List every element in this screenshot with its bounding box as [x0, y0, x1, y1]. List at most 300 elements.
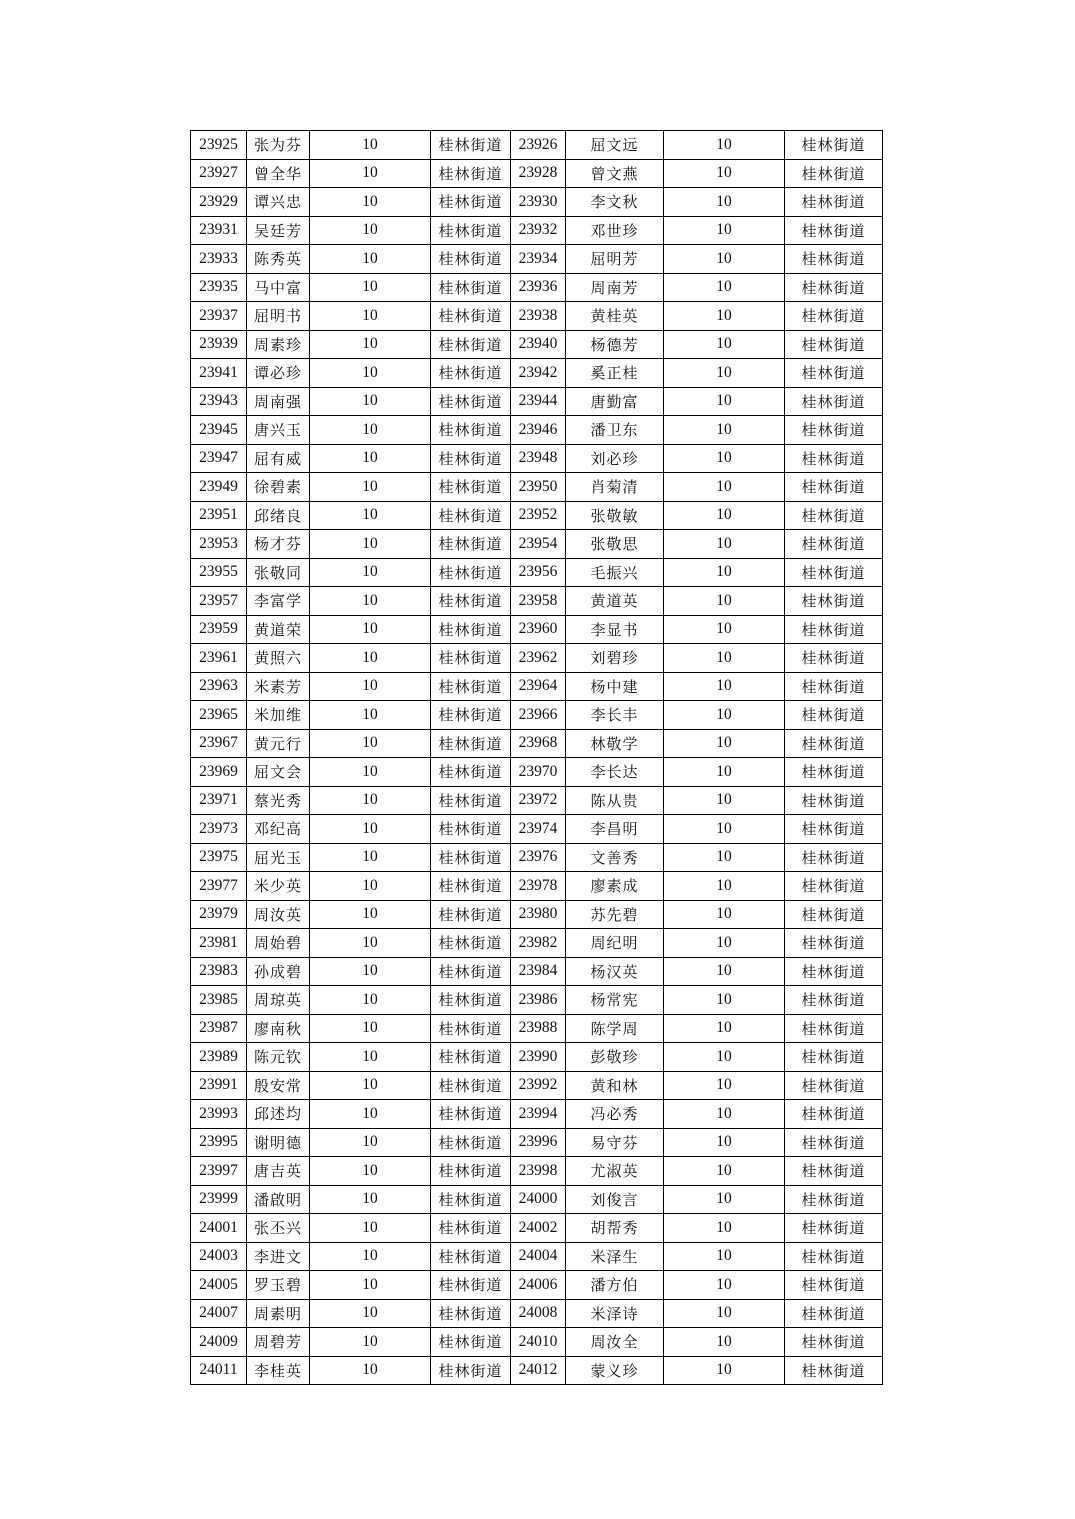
district-cell: 桂林街道: [431, 302, 511, 331]
district-cell: 桂林街道: [431, 986, 511, 1015]
amount-cell: 10: [310, 1071, 431, 1100]
record-id-cell: 24011: [191, 1356, 247, 1385]
name-cell: 潘方伯: [566, 1271, 664, 1300]
name-cell: 唐吉英: [247, 1157, 310, 1186]
name-cell: 黄元行: [247, 729, 310, 758]
amount-cell: 10: [664, 1356, 785, 1385]
amount-cell: 10: [310, 416, 431, 445]
record-id-cell: 23951: [191, 501, 247, 530]
name-cell: 李昌明: [566, 815, 664, 844]
amount-cell: 10: [310, 1328, 431, 1357]
table-row: [191, 786, 883, 815]
amount-cell: 10: [310, 587, 431, 616]
record-id-cell: 23946: [511, 416, 566, 445]
name-cell: 肖菊清: [566, 473, 664, 502]
table-row: [191, 587, 883, 616]
table-row: [191, 672, 883, 701]
district-cell: 桂林街道: [431, 1356, 511, 1385]
district-cell: 桂林街道: [431, 758, 511, 787]
record-id-cell: 23991: [191, 1071, 247, 1100]
name-cell: 黄和林: [566, 1071, 664, 1100]
record-id-cell: 23994: [511, 1100, 566, 1129]
amount-cell: 10: [310, 1214, 431, 1243]
district-cell: 桂林街道: [431, 1271, 511, 1300]
record-id-cell: 23969: [191, 758, 247, 787]
amount-cell: 10: [664, 444, 785, 473]
district-cell: 桂林街道: [785, 1299, 883, 1328]
district-cell: 桂林街道: [785, 473, 883, 502]
record-id-cell: 24005: [191, 1271, 247, 1300]
name-cell: 米素芳: [247, 672, 310, 701]
name-cell: 潘卫东: [566, 416, 664, 445]
record-id-cell: 23930: [511, 188, 566, 217]
amount-cell: 10: [310, 444, 431, 473]
amount-cell: 10: [310, 473, 431, 502]
amount-cell: 10: [310, 1271, 431, 1300]
table-row: [191, 929, 883, 958]
name-cell: 黄桂英: [566, 302, 664, 331]
amount-cell: 10: [664, 188, 785, 217]
amount-cell: 10: [664, 1071, 785, 1100]
record-id-cell: 23974: [511, 815, 566, 844]
district-cell: 桂林街道: [431, 245, 511, 274]
record-id-cell: 23941: [191, 359, 247, 388]
amount-cell: 10: [664, 1271, 785, 1300]
name-cell: 李长丰: [566, 701, 664, 730]
name-cell: 李富学: [247, 587, 310, 616]
record-id-cell: 24007: [191, 1299, 247, 1328]
table-row: [191, 530, 883, 559]
table-row: [191, 1356, 883, 1385]
name-cell: 屈文会: [247, 758, 310, 787]
name-cell: 吴廷芳: [247, 216, 310, 245]
record-id-cell: 23988: [511, 1014, 566, 1043]
district-cell: 桂林街道: [431, 957, 511, 986]
name-cell: 孙成碧: [247, 957, 310, 986]
name-cell: 张敬同: [247, 558, 310, 587]
name-cell: 米泽诗: [566, 1299, 664, 1328]
name-cell: 陈学周: [566, 1014, 664, 1043]
district-cell: 桂林街道: [785, 530, 883, 559]
amount-cell: 10: [664, 701, 785, 730]
district-cell: 桂林街道: [785, 1157, 883, 1186]
table-row: [191, 473, 883, 502]
record-id-cell: 23932: [511, 216, 566, 245]
record-id-cell: 23953: [191, 530, 247, 559]
name-cell: 杨德芳: [566, 330, 664, 359]
amount-cell: 10: [310, 1100, 431, 1129]
name-cell: 邓世珍: [566, 216, 664, 245]
record-id-cell: 24000: [511, 1185, 566, 1214]
record-id-cell: 23987: [191, 1014, 247, 1043]
record-id-cell: 23986: [511, 986, 566, 1015]
name-cell: 陈秀英: [247, 245, 310, 274]
name-cell: 殷安常: [247, 1071, 310, 1100]
district-cell: 桂林街道: [785, 1185, 883, 1214]
record-id-cell: 23990: [511, 1043, 566, 1072]
district-cell: 桂林街道: [785, 188, 883, 217]
amount-cell: 10: [310, 302, 431, 331]
table-row: [191, 302, 883, 331]
amount-cell: 10: [664, 929, 785, 958]
district-cell: 桂林街道: [785, 729, 883, 758]
name-cell: 胡帮秀: [566, 1214, 664, 1243]
record-id-cell: 23968: [511, 729, 566, 758]
district-cell: 桂林街道: [785, 1043, 883, 1072]
amount-cell: 10: [310, 188, 431, 217]
record-id-cell: 23960: [511, 615, 566, 644]
district-cell: 桂林街道: [431, 1299, 511, 1328]
name-cell: 邓纪高: [247, 815, 310, 844]
name-cell: 周素珍: [247, 330, 310, 359]
district-cell: 桂林街道: [431, 330, 511, 359]
amount-cell: 10: [664, 843, 785, 872]
name-cell: 彭敬珍: [566, 1043, 664, 1072]
name-cell: 周南强: [247, 387, 310, 416]
name-cell: 李进文: [247, 1242, 310, 1271]
table-row: [191, 615, 883, 644]
amount-cell: 10: [310, 843, 431, 872]
record-id-cell: 23977: [191, 872, 247, 901]
amount-cell: 10: [664, 1128, 785, 1157]
district-cell: 桂林街道: [431, 1157, 511, 1186]
amount-cell: 10: [310, 929, 431, 958]
record-id-cell: 23980: [511, 900, 566, 929]
amount-cell: 10: [664, 1043, 785, 1072]
amount-cell: 10: [664, 615, 785, 644]
record-id-cell: 23999: [191, 1185, 247, 1214]
record-id-cell: 23956: [511, 558, 566, 587]
amount-cell: 10: [310, 1185, 431, 1214]
district-cell: 桂林街道: [785, 615, 883, 644]
record-id-cell: 23958: [511, 587, 566, 616]
district-cell: 桂林街道: [785, 159, 883, 188]
table-row: [191, 900, 883, 929]
district-cell: 桂林街道: [785, 273, 883, 302]
amount-cell: 10: [310, 273, 431, 302]
record-id-cell: 23997: [191, 1157, 247, 1186]
name-cell: 屈文远: [566, 131, 664, 160]
district-cell: 桂林街道: [431, 387, 511, 416]
amount-cell: 10: [664, 131, 785, 160]
amount-cell: 10: [310, 501, 431, 530]
record-id-cell: 24001: [191, 1214, 247, 1243]
name-cell: 米加维: [247, 701, 310, 730]
amount-cell: 10: [310, 530, 431, 559]
table-row: [191, 1157, 883, 1186]
table-row: [191, 843, 883, 872]
amount-cell: 10: [310, 1128, 431, 1157]
table-body: [191, 131, 883, 1385]
amount-cell: 10: [310, 1356, 431, 1385]
table-row: [191, 330, 883, 359]
name-cell: 周琼英: [247, 986, 310, 1015]
record-id-cell: 23927: [191, 159, 247, 188]
record-id-cell: 23933: [191, 245, 247, 274]
record-id-cell: 23944: [511, 387, 566, 416]
record-id-cell: 23948: [511, 444, 566, 473]
record-id-cell: 24009: [191, 1328, 247, 1357]
amount-cell: 10: [664, 245, 785, 274]
amount-cell: 10: [310, 359, 431, 388]
district-cell: 桂林街道: [785, 245, 883, 274]
record-id-cell: 23998: [511, 1157, 566, 1186]
table-row: [191, 558, 883, 587]
name-cell: 邱绪良: [247, 501, 310, 530]
amount-cell: 10: [664, 159, 785, 188]
district-cell: 桂林街道: [431, 1185, 511, 1214]
amount-cell: 10: [310, 615, 431, 644]
district-cell: 桂林街道: [785, 302, 883, 331]
table-row: [191, 188, 883, 217]
district-cell: 桂林街道: [785, 1100, 883, 1129]
amount-cell: 10: [664, 1157, 785, 1186]
amount-cell: 10: [664, 900, 785, 929]
name-cell: 马中富: [247, 273, 310, 302]
table-row: [191, 1271, 883, 1300]
name-cell: 陈从贵: [566, 786, 664, 815]
district-cell: 桂林街道: [431, 1014, 511, 1043]
name-cell: 李文秋: [566, 188, 664, 217]
district-cell: 桂林街道: [431, 558, 511, 587]
amount-cell: 10: [664, 416, 785, 445]
record-id-cell: 23984: [511, 957, 566, 986]
amount-cell: 10: [664, 330, 785, 359]
amount-cell: 10: [310, 957, 431, 986]
record-id-cell: 23996: [511, 1128, 566, 1157]
district-cell: 桂林街道: [431, 1128, 511, 1157]
district-cell: 桂林街道: [785, 786, 883, 815]
record-id-cell: 23967: [191, 729, 247, 758]
record-id-cell: 23954: [511, 530, 566, 559]
district-cell: 桂林街道: [431, 416, 511, 445]
amount-cell: 10: [664, 957, 785, 986]
record-id-cell: 23976: [511, 843, 566, 872]
district-cell: 桂林街道: [431, 530, 511, 559]
name-cell: 黄照六: [247, 644, 310, 673]
name-cell: 周汝全: [566, 1328, 664, 1357]
table-row: [191, 416, 883, 445]
record-id-cell: 23985: [191, 986, 247, 1015]
record-id-cell: 23963: [191, 672, 247, 701]
record-id-cell: 23959: [191, 615, 247, 644]
district-cell: 桂林街道: [785, 758, 883, 787]
amount-cell: 10: [664, 302, 785, 331]
district-cell: 桂林街道: [431, 1214, 511, 1243]
district-cell: 桂林街道: [431, 1328, 511, 1357]
amount-cell: 10: [664, 672, 785, 701]
record-id-cell: 23989: [191, 1043, 247, 1072]
table-row: [191, 245, 883, 274]
record-id-cell: 23992: [511, 1071, 566, 1100]
name-cell: 屈光玉: [247, 843, 310, 872]
district-cell: 桂林街道: [785, 587, 883, 616]
record-id-cell: 23949: [191, 473, 247, 502]
district-cell: 桂林街道: [431, 159, 511, 188]
amount-cell: 10: [310, 1043, 431, 1072]
amount-cell: 10: [664, 644, 785, 673]
name-cell: 易守芬: [566, 1128, 664, 1157]
name-cell: 蒙义珍: [566, 1356, 664, 1385]
amount-cell: 10: [310, 872, 431, 901]
amount-cell: 10: [664, 473, 785, 502]
name-cell: 冯必秀: [566, 1100, 664, 1129]
record-id-cell: 23961: [191, 644, 247, 673]
district-cell: 桂林街道: [785, 1328, 883, 1357]
amount-cell: 10: [310, 558, 431, 587]
record-id-cell: 24004: [511, 1242, 566, 1271]
district-cell: 桂林街道: [431, 843, 511, 872]
amount-cell: 10: [310, 1299, 431, 1328]
amount-cell: 10: [310, 1014, 431, 1043]
amount-cell: 10: [664, 273, 785, 302]
table-row: [191, 1214, 883, 1243]
district-cell: 桂林街道: [785, 416, 883, 445]
amount-cell: 10: [664, 501, 785, 530]
name-cell: 李长达: [566, 758, 664, 787]
record-id-cell: 23975: [191, 843, 247, 872]
district-cell: 桂林街道: [785, 501, 883, 530]
district-cell: 桂林街道: [431, 872, 511, 901]
table-row: [191, 957, 883, 986]
district-cell: 桂林街道: [431, 1043, 511, 1072]
name-cell: 潘啟明: [247, 1185, 310, 1214]
district-cell: 桂林街道: [785, 843, 883, 872]
name-cell: 杨才芬: [247, 530, 310, 559]
amount-cell: 10: [664, 387, 785, 416]
amount-cell: 10: [310, 1157, 431, 1186]
record-id-cell: 23928: [511, 159, 566, 188]
name-cell: 廖南秋: [247, 1014, 310, 1043]
district-cell: 桂林街道: [431, 359, 511, 388]
record-id-cell: 23943: [191, 387, 247, 416]
district-cell: 桂林街道: [431, 473, 511, 502]
amount-cell: 10: [310, 701, 431, 730]
name-cell: 邱述均: [247, 1100, 310, 1129]
table-row: [191, 758, 883, 787]
district-cell: 桂林街道: [785, 131, 883, 160]
district-cell: 桂林街道: [431, 273, 511, 302]
district-cell: 桂林街道: [785, 672, 883, 701]
name-cell: 苏先碧: [566, 900, 664, 929]
record-id-cell: 23957: [191, 587, 247, 616]
district-cell: 桂林街道: [785, 872, 883, 901]
amount-cell: 10: [664, 359, 785, 388]
amount-cell: 10: [310, 131, 431, 160]
amount-cell: 10: [664, 786, 785, 815]
record-id-cell: 24008: [511, 1299, 566, 1328]
district-cell: 桂林街道: [785, 444, 883, 473]
record-id-cell: 23981: [191, 929, 247, 958]
district-cell: 桂林街道: [785, 387, 883, 416]
name-cell: 刘俊言: [566, 1185, 664, 1214]
name-cell: 黄道英: [566, 587, 664, 616]
district-cell: 桂林街道: [785, 815, 883, 844]
name-cell: 张为芬: [247, 131, 310, 160]
name-cell: 谢明德: [247, 1128, 310, 1157]
name-cell: 曾全华: [247, 159, 310, 188]
district-cell: 桂林街道: [431, 900, 511, 929]
table-row: [191, 131, 883, 160]
amount-cell: 10: [664, 872, 785, 901]
district-cell: 桂林街道: [431, 444, 511, 473]
table-row: [191, 1128, 883, 1157]
amount-cell: 10: [310, 216, 431, 245]
name-cell: 刘必珍: [566, 444, 664, 473]
district-cell: 桂林街道: [785, 1242, 883, 1271]
amount-cell: 10: [310, 900, 431, 929]
table-row: [191, 273, 883, 302]
amount-cell: 10: [664, 558, 785, 587]
record-id-cell: 23925: [191, 131, 247, 160]
district-cell: 桂林街道: [431, 501, 511, 530]
amount-cell: 10: [310, 1242, 431, 1271]
name-cell: 周纪明: [566, 929, 664, 958]
district-cell: 桂林街道: [785, 957, 883, 986]
amount-cell: 10: [664, 1328, 785, 1357]
district-cell: 桂林街道: [785, 986, 883, 1015]
name-cell: 谭兴忠: [247, 188, 310, 217]
district-cell: 桂林街道: [431, 1071, 511, 1100]
name-cell: 屈有威: [247, 444, 310, 473]
name-cell: 周南芳: [566, 273, 664, 302]
name-cell: 刘碧珍: [566, 644, 664, 673]
amount-cell: 10: [664, 1100, 785, 1129]
record-id-cell: 23973: [191, 815, 247, 844]
record-id-cell: 23935: [191, 273, 247, 302]
record-id-cell: 23964: [511, 672, 566, 701]
name-cell: 蔡光秀: [247, 786, 310, 815]
district-cell: 桂林街道: [785, 701, 883, 730]
amount-cell: 10: [664, 729, 785, 758]
name-cell: 杨汉英: [566, 957, 664, 986]
record-id-cell: 23950: [511, 473, 566, 502]
record-id-cell: 23983: [191, 957, 247, 986]
record-id-cell: 24010: [511, 1328, 566, 1357]
name-cell: 谭必珍: [247, 359, 310, 388]
amount-cell: 10: [310, 245, 431, 274]
amount-cell: 10: [664, 587, 785, 616]
district-cell: 桂林街道: [785, 1014, 883, 1043]
record-id-cell: 23934: [511, 245, 566, 274]
name-cell: 林敬学: [566, 729, 664, 758]
table-row: [191, 359, 883, 388]
record-id-cell: 23966: [511, 701, 566, 730]
table-row: [191, 1071, 883, 1100]
table-row: [191, 872, 883, 901]
table-row: [191, 644, 883, 673]
record-id-cell: 23945: [191, 416, 247, 445]
district-cell: 桂林街道: [785, 216, 883, 245]
table-row: [191, 1242, 883, 1271]
amount-cell: 10: [310, 986, 431, 1015]
amount-cell: 10: [664, 530, 785, 559]
name-cell: 文善秀: [566, 843, 664, 872]
record-id-cell: 23929: [191, 188, 247, 217]
district-cell: 桂林街道: [431, 216, 511, 245]
name-cell: 李显书: [566, 615, 664, 644]
record-id-cell: 23940: [511, 330, 566, 359]
record-id-cell: 24002: [511, 1214, 566, 1243]
district-cell: 桂林街道: [785, 1128, 883, 1157]
district-cell: 桂林街道: [431, 131, 511, 160]
record-id-cell: 23970: [511, 758, 566, 787]
table-row: [191, 159, 883, 188]
record-id-cell: 23982: [511, 929, 566, 958]
amount-cell: 10: [310, 330, 431, 359]
record-id-cell: 23993: [191, 1100, 247, 1129]
record-id-cell: 23938: [511, 302, 566, 331]
